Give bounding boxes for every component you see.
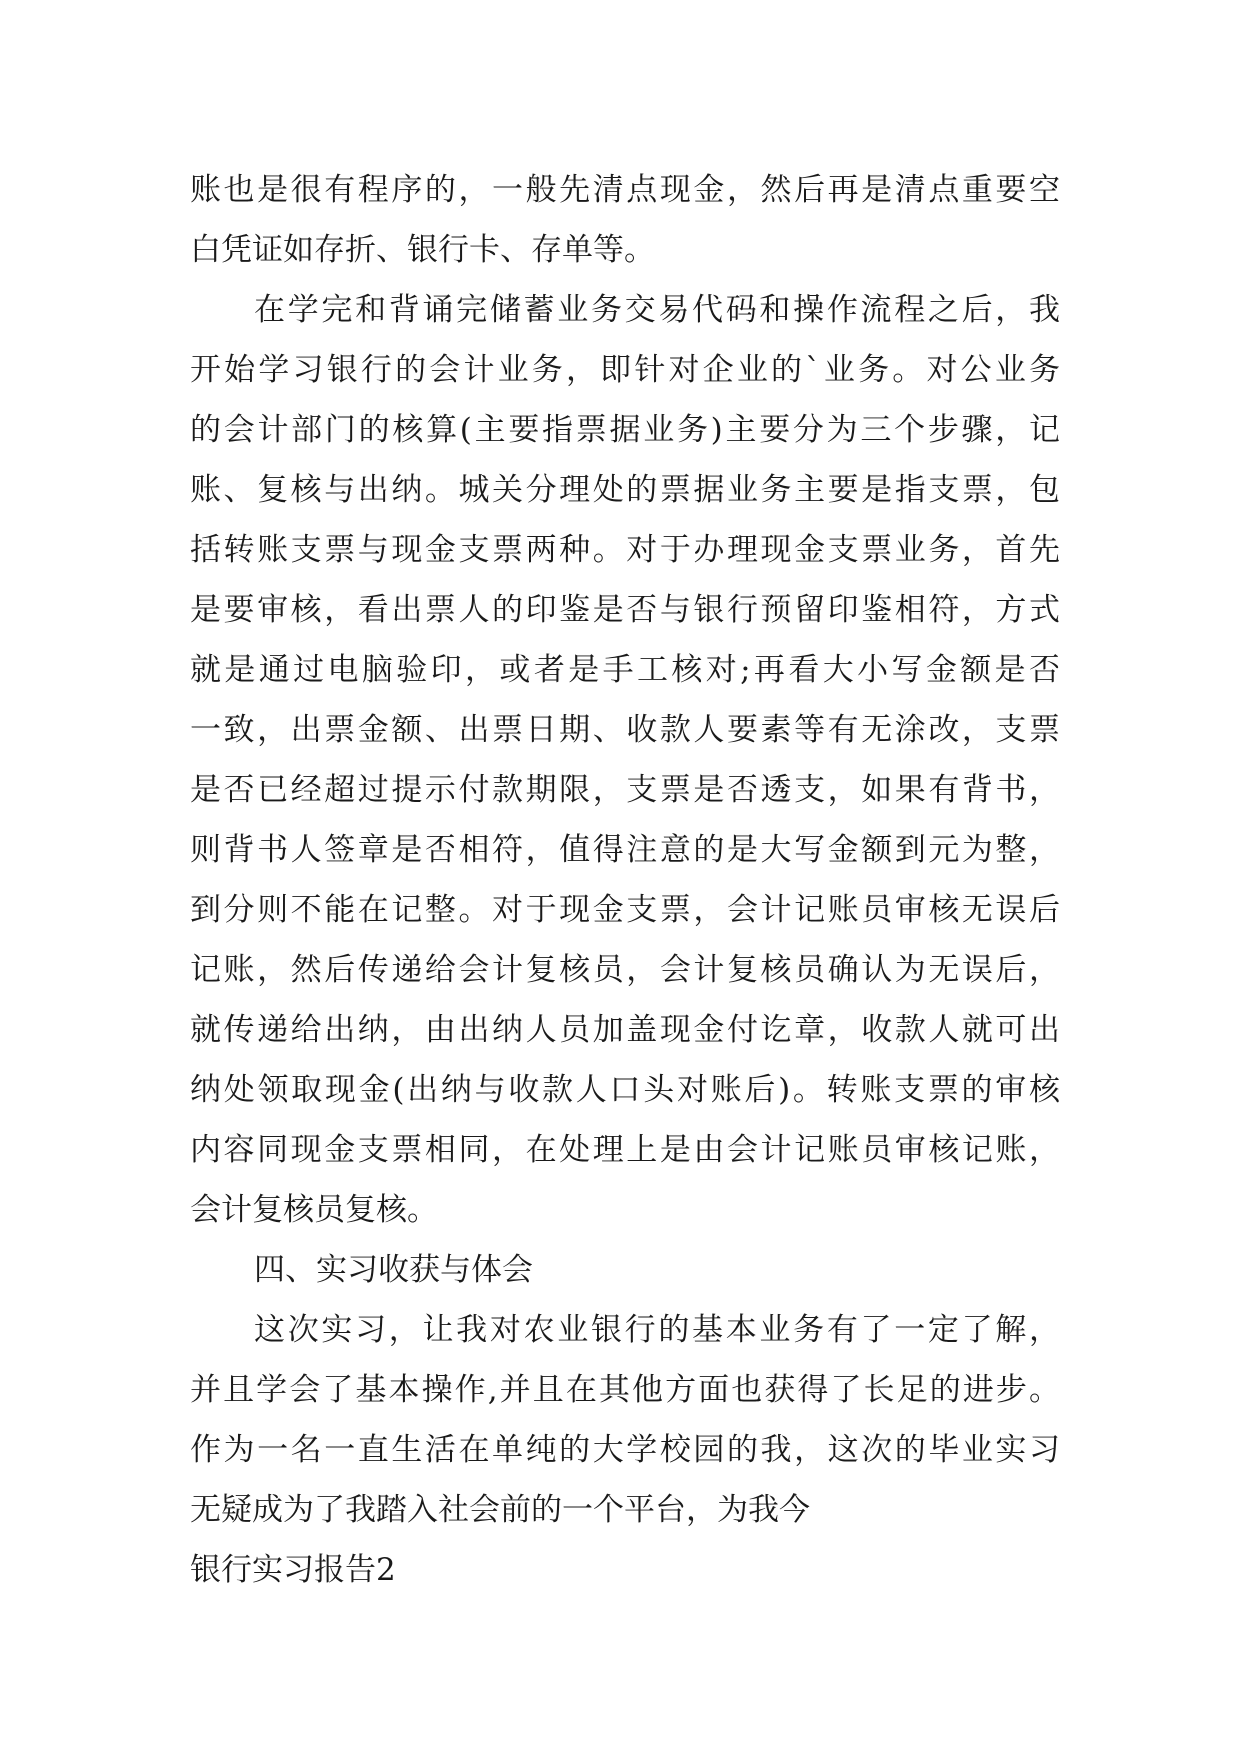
text-line: 银行实习报告2 [190, 1552, 396, 1588]
text-line: 是否已经超过提示付款期限，支票是否透支，如果有背书， [190, 772, 1060, 808]
text-line: 开始学习银行的会计业务，即针对企业的`业务。对公业务 [190, 352, 1060, 388]
text-line: 白凭证如存折、银行卡、存单等。 [190, 232, 655, 268]
text-line: 会计复核员复核。 [190, 1192, 438, 1228]
text-line: 就传递给出纳，由出纳人员加盖现金付讫章，收款人就可出 [190, 1012, 1060, 1048]
text-line: 是要审核，看出票人的印鉴是否与银行预留印鉴相符，方式 [190, 592, 1060, 628]
text-line: 四、实习收获与体会 [254, 1252, 533, 1288]
text-line: 内容同现金支票相同，在处理上是由会计记账员审核记账， [190, 1132, 1060, 1168]
text-line: 在学完和背诵完储蓄业务交易代码和操作流程之后，我 [254, 292, 1060, 328]
text-line: 这次实习，让我对农业银行的基本业务有了一定了解， [254, 1312, 1060, 1348]
text-line: 账也是很有程序的，一般先清点现金，然后再是清点重要空 [190, 172, 1060, 208]
text-line: 则背书人签章是否相符，值得注意的是大写金额到元为整， [190, 832, 1060, 868]
text-line: 到分则不能在记整。对于现金支票，会计记账员审核无误后 [190, 892, 1060, 928]
text-line: 的会计部门的核算(主要指票据业务)主要分为三个步骤，记 [190, 412, 1060, 448]
text-line: 并且学会了基本操作,并且在其他方面也获得了长足的进步。 [190, 1372, 1060, 1408]
text-line: 括转账支票与现金支票两种。对于办理现金支票业务，首先 [190, 532, 1060, 568]
text-line: 纳处领取现金(出纳与收款人口头对账后)。转账支票的审核 [190, 1072, 1060, 1108]
text-line: 记账，然后传递给会计复核员，会计复核员确认为无误后， [190, 952, 1060, 988]
text-line: 无疑成为了我踏入社会前的一个平台，为我今 [190, 1492, 810, 1528]
text-line: 作为一名一直生活在单纯的大学校园的我，这次的毕业实习 [190, 1432, 1060, 1468]
document-body [190, 160, 1060, 1600]
text-line: 就是通过电脑验印，或者是手工核对;再看大小写金额是否 [190, 652, 1060, 688]
text-line: 一致，出票金额、出票日期、收款人要素等有无涂改，支票 [190, 712, 1060, 748]
text-line: 账、复核与出纳。城关分理处的票据业务主要是指支票，包 [190, 472, 1060, 508]
